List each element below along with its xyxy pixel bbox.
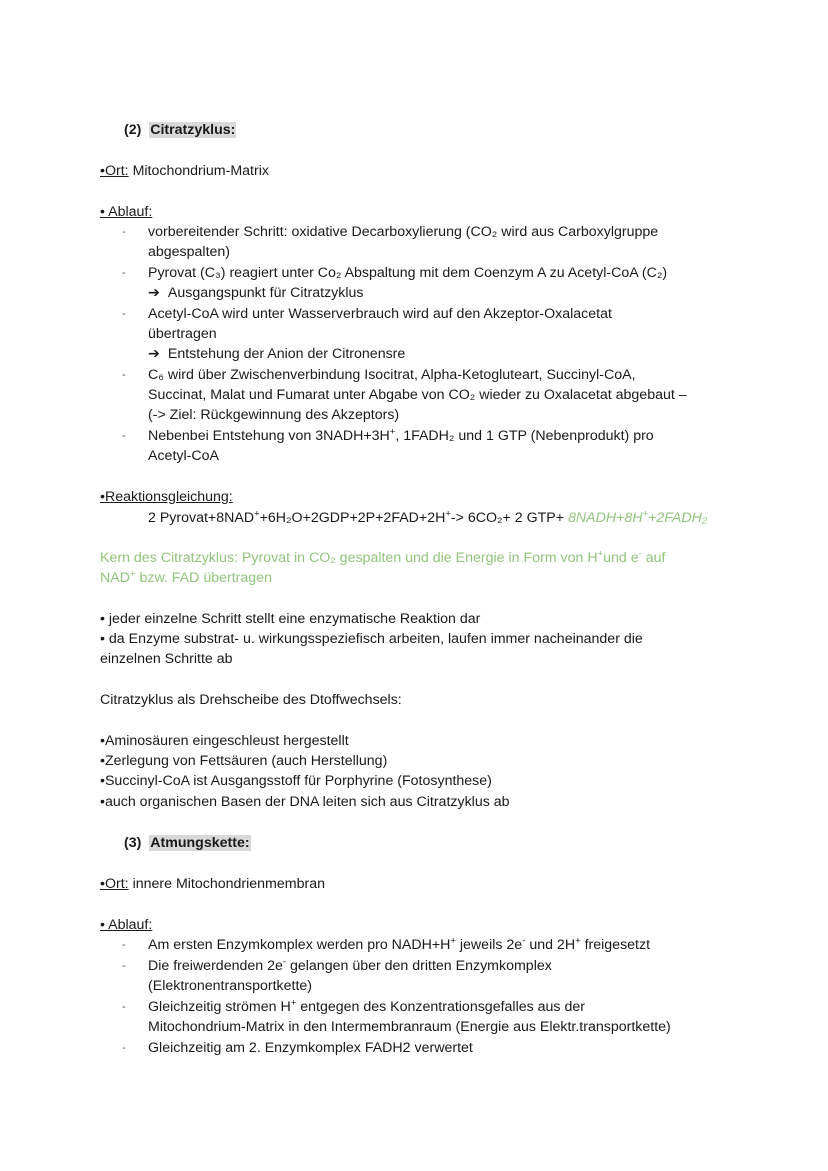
text-segment: auf [641,550,666,566]
ablauf-item-4-line-1: C₆ wird über Zwischenverbindung Isocitrat, Alpha-Ketogluteart, Succinyl-CoA, [148,367,636,383]
fact-line-3: einzelnen Schritte ab [100,651,233,667]
ablauf-item-1-line-1: vorbereitender Schritt: oxidative Decarboxylierung (CO₂ wird aus Carboxylgruppe [148,224,659,240]
arrow-right-icon: ➔ [148,346,160,362]
list-dash: - [122,1001,126,1013]
atmung-item-2-line-2: (Elektronentransportkette) [148,978,313,994]
superscript: + [575,935,581,947]
text-segment: , 1FADH₂ und 1 GTP (Nebenprodukt) pro [395,428,654,444]
ablauf-item-5-line-2: Acetyl-CoA [148,448,219,464]
text-segment: bzw. FAD übertragen [135,570,272,586]
text-segment: und 2H [525,937,576,953]
list-dash: - [122,939,126,951]
ablauf-item-2-arrow-line [148,283,363,303]
list-dash: - [122,960,126,972]
ablauf-item-3-line-1: Acetyl-CoA wird unter Wasserverbrauch wird auf den Akzeptor-Oxalacetat [148,306,612,322]
ort-bullet: • [100,163,105,179]
atmung-item-4: Gleichzeitig am 2. Enzymkomplex FADH2 verwertet [148,1040,473,1056]
section2-title: Citratzyklus: [150,122,236,138]
equation-part: -> 6CO₂+ 2 GTP+ [450,510,568,526]
drehscheibe-title: Citratzyklus als Drehscheibe des Dtoffwechsels: [100,692,402,708]
reaction-equation [148,508,707,528]
atmung-item-3-line-2: Mitochondrium-Matrix in den Intermembranraum (Energie aus Elektr.transportkette) [148,1019,671,1035]
reaktion-bullet: • [100,489,105,505]
ablauf-item-4-line-3: (-> Ziel: Rückgewinnung des Akzeptors) [148,407,400,423]
drehscheibe-item: •Succinyl-CoA ist Ausgangsstoff für Porphyrine (Fotosynthese) [100,773,492,789]
atmung-item-2-line-1 [148,956,552,976]
list-dash: - [122,226,126,238]
arrow-text: Ausgangspunkt für Citratzyklus [167,285,364,301]
arrow-right-icon: ➔ [148,285,160,301]
superscript: + [445,508,451,520]
fact-line-2: • da Enzyme substrat- u. wirkungsspeziefisch arbeiten, laufen immer nacheinander die [100,631,643,647]
ablauf-item-1-line-2: abgespalten) [148,244,231,260]
list-dash: - [122,267,126,279]
equation-part: 2 Pyrovat+8NAD [148,510,255,526]
text-segment: Am ersten Enzymkomplex werden pro NADH+H [148,937,451,953]
text-segment: jeweils 2e [455,937,523,953]
reaktion-label: Reaktionsgleichung: [104,489,233,505]
text-segment: gelangen über den dritten Enzymkomplex [286,958,552,974]
ablauf-item-3-arrow-line [148,344,405,364]
arrow-text: Entstehung der Anion der Citronensre [167,346,406,362]
section3-ablauf-label: • Ablauf: [100,917,153,933]
text-segment: freigesetzt [580,937,651,953]
text-segment: Gleichzeitig strömen H [148,999,291,1015]
list-dash: - [122,369,126,381]
ort-bullet: • [100,876,105,892]
superscript: + [254,508,260,520]
superscript: - [638,548,642,560]
equation-part: +6H₂O+2GDP+2P+2FAD+2H [259,510,446,526]
superscript: - [282,956,287,968]
superscript: - [522,935,526,947]
ablauf-item-4-line-2: Succinat, Malat und Fumarat unter Abgabe von CO₂ wieder zu Oxalacetat abgebaut – [148,387,687,403]
text-segment: Die freiwerdenden 2e [148,958,283,974]
section3-ort [100,874,325,894]
text-segment: entgegen des Konzentrationsgefalles aus der [296,999,585,1015]
superscript: + [642,508,649,520]
text-segment: Nebenbei Entstehung von 3NADH+3H [148,428,390,444]
kern-line-2 [100,568,272,588]
fact-line-1: • jeder einzelne Schritt stellt eine enzymatische Reaktion dar [100,611,481,627]
section2-heading [124,120,236,140]
list-dash: - [122,1042,126,1054]
drehscheibe-item: •auch organischen Basen der DNA leiten sich aus Citratzyklus ab [100,794,510,810]
text-segment: NAD [100,570,130,586]
equation-part: +2FADH₂ [648,510,708,526]
superscript: + [389,426,396,438]
equation-part: 8NADH+8H [568,510,643,526]
section2-ablauf-label: • Ablauf: [100,204,153,220]
text-segment: Kern des Citratzyklus: Pyrovat in CO₂ gespalten und die Energie in Form von H [100,550,598,566]
superscript: + [129,568,136,580]
kern-line-1 [100,548,666,568]
drehscheibe-item: •Aminosäuren eingeschleust hergestellt [100,733,349,749]
ablauf-item-3-line-2: übertragen [148,326,217,342]
superscript: + [290,997,297,1009]
equation-products-green [568,510,707,526]
drehscheibe-item: •Zerlegung von Fettsäuren (auch Herstellung) [100,753,388,769]
superscript: + [597,548,604,560]
ablauf-item-5-line-1 [148,426,654,446]
section3-number: (3) [124,835,142,851]
ort-label: Ort: [104,163,129,179]
list-dash: - [122,308,126,320]
superscript: + [450,935,456,947]
ablauf-item-2-line-1: Pyrovat (C₃) reagiert unter Co₂ Abspaltung mit dem Coenzym A zu Acetyl-CoA (C₂) [148,265,668,281]
text-segment: und e [603,550,639,566]
atmung-item-3-line-1 [148,997,585,1017]
list-dash: - [122,430,126,442]
section3-heading [124,833,251,853]
section2-ort [100,161,269,181]
ort-value: innere Mitochondrienmembran [128,876,325,892]
atmung-item-1 [148,935,650,955]
reaktion-label-line [100,487,233,507]
section3-title: Atmungskette: [150,835,250,851]
section2-number: (2) [124,122,142,138]
ort-label: Ort: [104,876,129,892]
ort-value: Mitochondrium-Matrix [128,163,269,179]
